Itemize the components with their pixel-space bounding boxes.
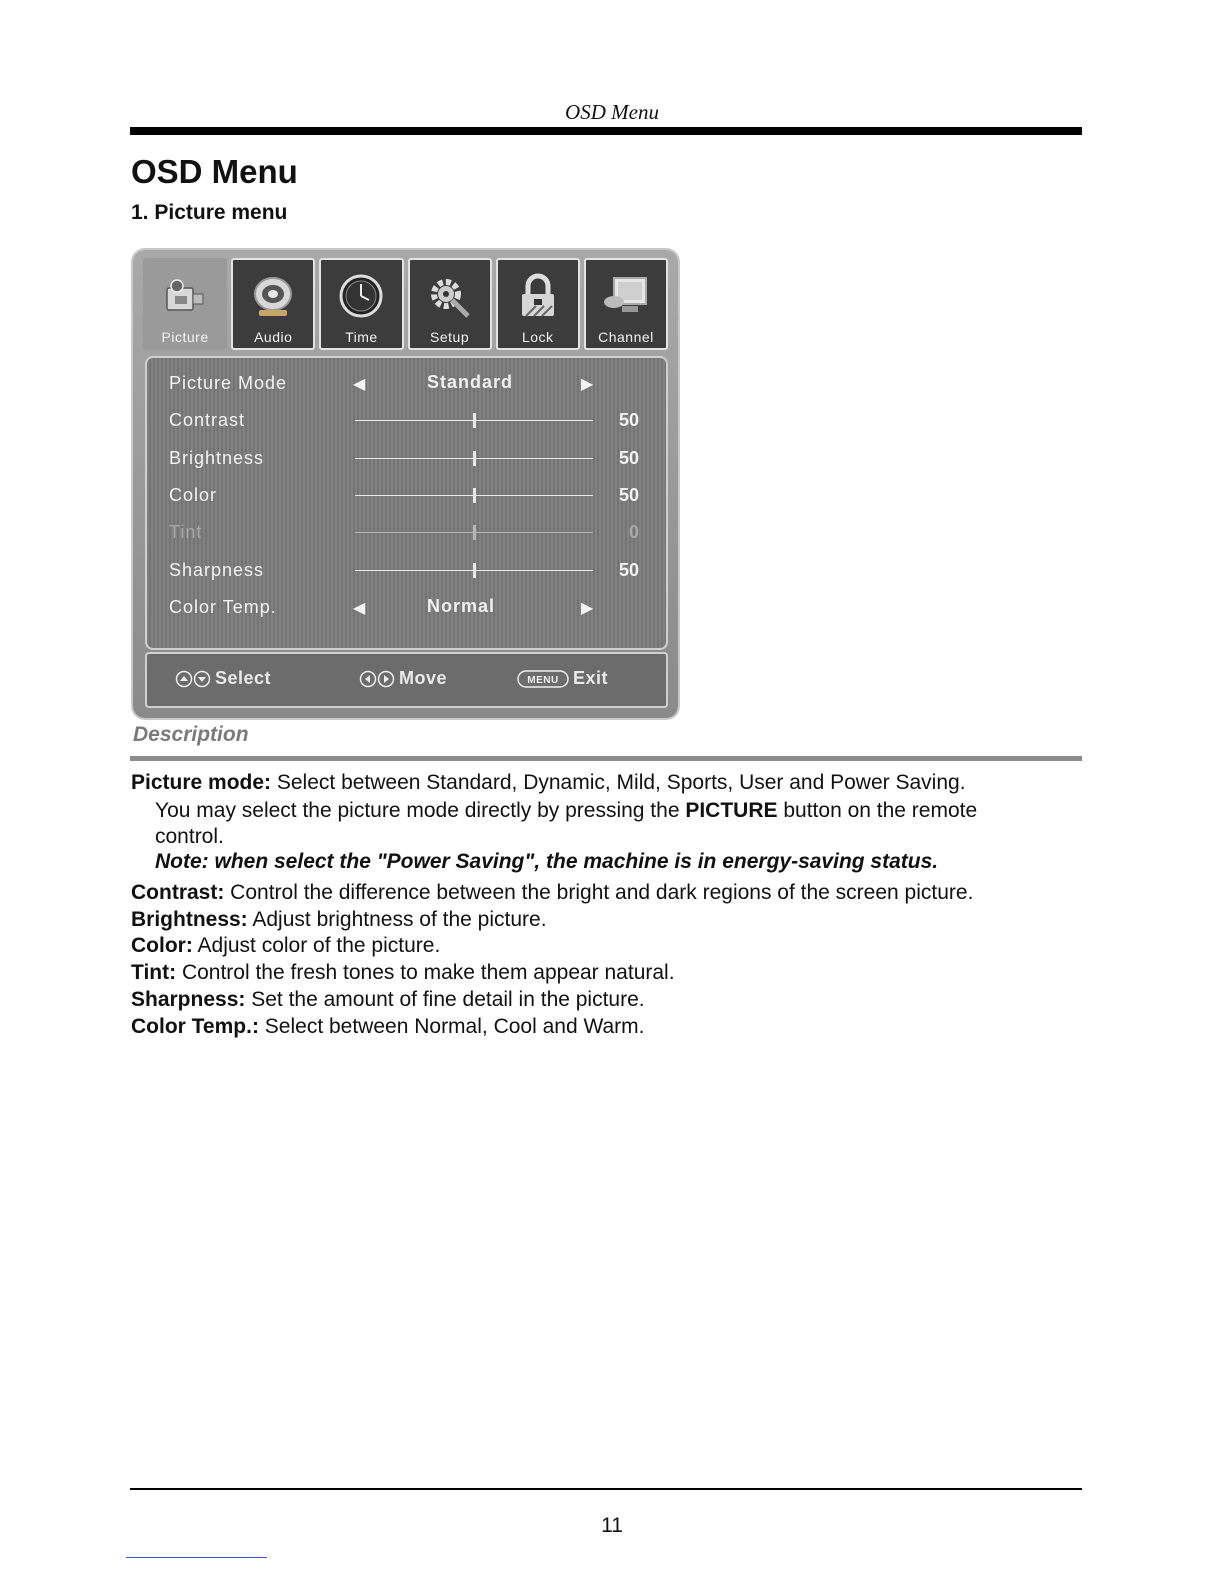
gear-icon xyxy=(426,272,474,320)
setting-label: Color Temp. xyxy=(169,597,277,617)
setting-option-value: Standard xyxy=(427,372,514,392)
definition: Select between Standard, Dynamic, Mild, Sports, User and Power Saving. xyxy=(271,771,966,794)
tint-slider xyxy=(355,532,593,533)
power-saving-note: Note: when select the "Power Saving", the machine is in energy-saving status. xyxy=(155,850,939,873)
section-title: 1. Picture menu xyxy=(131,201,288,224)
description-heading: Description xyxy=(133,723,249,746)
header-rule xyxy=(130,127,1082,135)
term: Brightness: xyxy=(131,908,248,931)
arrow-left-icon[interactable]: ◀ xyxy=(353,600,366,617)
menu-key-text: MENU xyxy=(527,675,559,687)
running-header: OSD Menu xyxy=(565,100,659,124)
slider-thumb[interactable] xyxy=(473,488,476,503)
definition: Control the fresh tones to make them appear natural. xyxy=(176,961,675,984)
tab-label: Picture xyxy=(161,329,209,345)
tab-channel[interactable] xyxy=(584,258,668,350)
term: Tint: xyxy=(131,961,177,984)
tab-label: Setup xyxy=(430,329,470,345)
setting-color-temp[interactable] xyxy=(147,590,666,626)
picture-icon xyxy=(161,272,209,320)
definition: Adjust color of the picture. xyxy=(192,934,441,957)
definition: Select between Normal, Cool and Warm. xyxy=(258,1015,645,1038)
definition: Control the difference between the bright and dark regions of the screen picture. xyxy=(224,881,974,904)
tab-label: Channel xyxy=(598,329,654,345)
up-down-icon xyxy=(175,670,211,688)
page-title: OSD Menu xyxy=(131,153,298,190)
contrast-description xyxy=(131,881,973,905)
osd-help-bar xyxy=(145,652,668,708)
tab-label: Lock xyxy=(521,329,554,345)
term: Picture mode: xyxy=(131,771,272,794)
text: button on the remote xyxy=(777,799,978,822)
lock-icon xyxy=(514,272,562,320)
osd-screenshot xyxy=(133,250,678,718)
slider-thumb[interactable] xyxy=(473,413,476,428)
settings-panel xyxy=(145,356,668,650)
setting-brightness[interactable] xyxy=(147,441,666,477)
help-select xyxy=(175,668,271,689)
setting-label: Brightness xyxy=(169,448,265,468)
text: You may select the picture mode directly by pressing the xyxy=(155,799,686,822)
slider-thumb xyxy=(473,525,476,540)
term: Contrast: xyxy=(131,881,225,904)
color-description xyxy=(131,934,440,958)
slider-thumb[interactable] xyxy=(473,451,476,466)
description-rule xyxy=(130,756,1082,761)
setting-value: 50 xyxy=(618,560,639,580)
setting-label: Picture Mode xyxy=(169,373,288,393)
setting-value: 50 xyxy=(618,410,639,430)
definition: Adjust brightness of the picture. xyxy=(247,908,547,931)
brightness-slider[interactable] xyxy=(355,458,593,459)
tab-time[interactable] xyxy=(319,258,403,350)
term: Sharpness: xyxy=(131,988,246,1011)
tab-setup[interactable] xyxy=(408,258,492,350)
tv-icon xyxy=(602,272,650,320)
arrow-right-icon[interactable]: ▶ xyxy=(581,600,594,617)
color-temp-description xyxy=(131,1015,645,1039)
setting-contrast[interactable] xyxy=(147,403,666,439)
contrast-slider[interactable] xyxy=(355,420,593,421)
sharpness-description xyxy=(131,988,645,1012)
setting-value: 50 xyxy=(618,448,639,468)
setting-label: Contrast xyxy=(169,410,246,430)
picture-button-name: PICTURE xyxy=(685,799,778,822)
setting-label: Sharpness xyxy=(169,560,265,580)
setting-value: 0 xyxy=(628,522,639,542)
color-slider[interactable] xyxy=(355,495,593,496)
osd-tab-bar xyxy=(143,258,668,350)
setting-option-value: Normal xyxy=(427,596,496,616)
page-number: 11 xyxy=(601,1514,623,1537)
sharpness-slider[interactable] xyxy=(355,570,593,571)
clock-icon xyxy=(337,272,385,320)
setting-label: Color xyxy=(169,485,218,505)
setting-sharpness[interactable] xyxy=(147,553,666,589)
setting-value: 50 xyxy=(618,485,639,505)
arrow-right-icon[interactable]: ▶ xyxy=(581,376,594,393)
definition: Set the amount of fine detail in the picture. xyxy=(245,988,645,1011)
picture-mode-line-3: control. xyxy=(155,825,224,848)
term: Color: xyxy=(131,934,193,957)
tint-description xyxy=(131,961,675,985)
help-move xyxy=(359,668,447,689)
menu-key-icon xyxy=(517,670,569,688)
tab-picture[interactable] xyxy=(143,258,227,350)
setting-label: Tint xyxy=(169,522,203,542)
arrow-left-icon[interactable]: ◀ xyxy=(353,376,366,393)
help-exit xyxy=(517,668,608,689)
tab-lock[interactable] xyxy=(496,258,580,350)
setting-tint xyxy=(147,515,666,551)
tab-label: Time xyxy=(345,329,378,345)
tab-label: Audio xyxy=(254,329,293,345)
picture-mode-description xyxy=(131,771,966,795)
setting-color[interactable] xyxy=(147,478,666,514)
setting-picture-mode[interactable] xyxy=(147,366,666,402)
audio-icon xyxy=(249,272,297,320)
term: Color Temp.: xyxy=(131,1015,259,1038)
slider-thumb[interactable] xyxy=(473,563,476,578)
brightness-description xyxy=(131,908,547,932)
tab-audio[interactable] xyxy=(231,258,315,350)
help-label: Move xyxy=(399,668,448,688)
help-label: Exit xyxy=(573,668,609,688)
picture-mode-line-2 xyxy=(155,799,977,823)
help-label: Select xyxy=(215,668,272,688)
bottom-link-line xyxy=(126,1557,267,1558)
left-right-icon xyxy=(359,670,395,688)
footer-rule xyxy=(130,1488,1082,1490)
